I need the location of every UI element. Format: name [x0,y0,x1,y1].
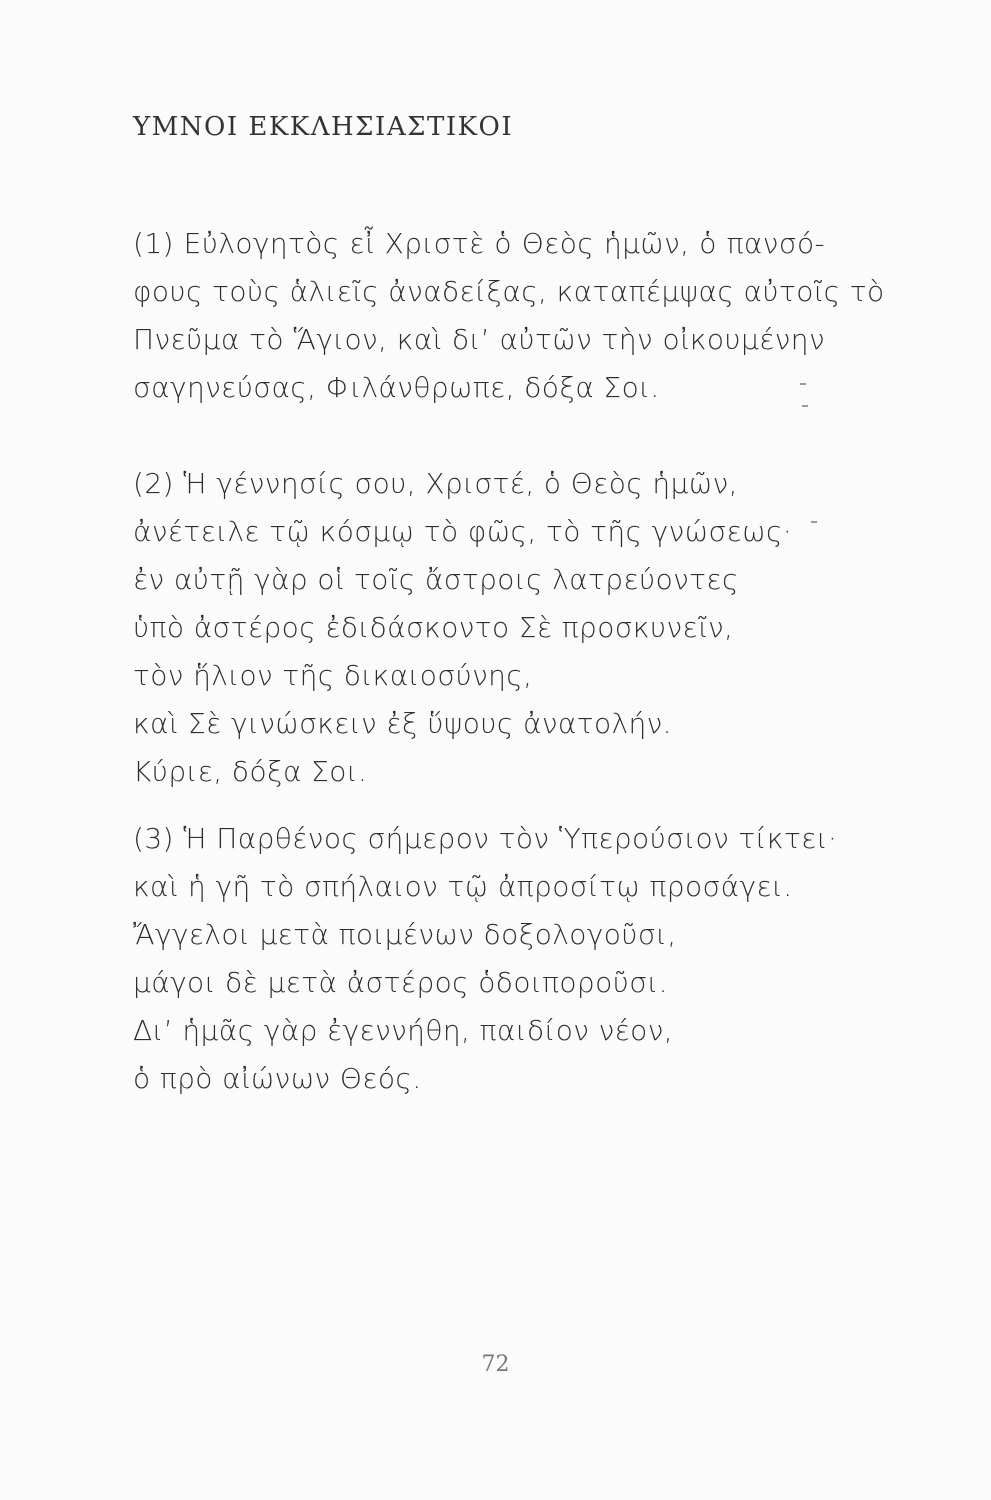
scan-speck [802,405,808,407]
stanza-line: σαγηνεύσας, Φιλάνθρωπε, δόξα Σοι. [133,371,660,404]
page-heading: ΥΜΝΟΙ ΕΚΚΛΗΣΙΑΣΤΙΚΟΙ [133,112,514,142]
stanza-line: (2) Ἡ γέννησίς σου, Χριστέ, ὁ Θεὸς ἡμῶν, [133,467,738,500]
hymn-stanza-2 [133,460,792,796]
stanza-line: ἀνέτειλε τῷ κόσμῳ τὸ φῶς, τὸ τῆς γνώσεως· [133,515,793,548]
scan-speck [811,521,817,523]
stanza-line: Κύριε, δόξα Σοι. [133,755,368,788]
stanza-line: Δι’ ἡμᾶς γὰρ ἐγεννήθη, παιδίον νέον, [133,1014,674,1047]
scan-speck [800,383,806,385]
page-number: 72 [481,1352,510,1377]
stanza-line: Πνεῦμα τὸ Ἅγιον, καὶ δι’ αὐτῶν τὴν οἰκουμένην [133,323,825,356]
stanza-line: φους τοὺς ἁλιεῖς ἀναδείξας, καταπέμψας αὐτοῖς τὸ [133,275,885,308]
stanza-line: καὶ Σὲ γινώσκειν ἐξ ὕψους ἀνατολήν. [133,707,672,740]
stanza-line: (1) Εὐλογητὸς εἶ Χριστὲ ὁ Θεὸς ἡμῶν, ὁ πανσό- [133,227,825,260]
stanza-line: (3) Ἡ Παρθένος σήμερον τὸν Ὑπερούσιον τίκτει· [133,822,838,855]
stanza-line: ὁ πρὸ αἰώνων Θεός. [133,1062,422,1095]
hymn-stanza-1 [133,220,885,412]
stanza-line: ἐν αὐτῇ γὰρ οἱ τοῖς ἄστροις λατρεύοντες [133,563,739,596]
stanza-line: καὶ ἡ γῆ τὸ σπήλαιον τῷ ἀπροσίτῳ προσάγει. [133,870,793,903]
hymn-stanza-3 [133,815,837,1103]
stanza-line: ὑπὸ ἀστέρος ἐδιδάσκοντο Σὲ προσκυνεῖν, [133,611,734,644]
stanza-line: μάγοι δὲ μετὰ ἀστέρος ὁδοιποροῦσι. [133,966,668,999]
stanza-line: Ἄγγελοι μετὰ ποιμένων δοξολογοῦσι, [133,918,677,951]
stanza-line: τὸν ἥλιον τῆς δικαιοσύνης, [133,659,533,692]
